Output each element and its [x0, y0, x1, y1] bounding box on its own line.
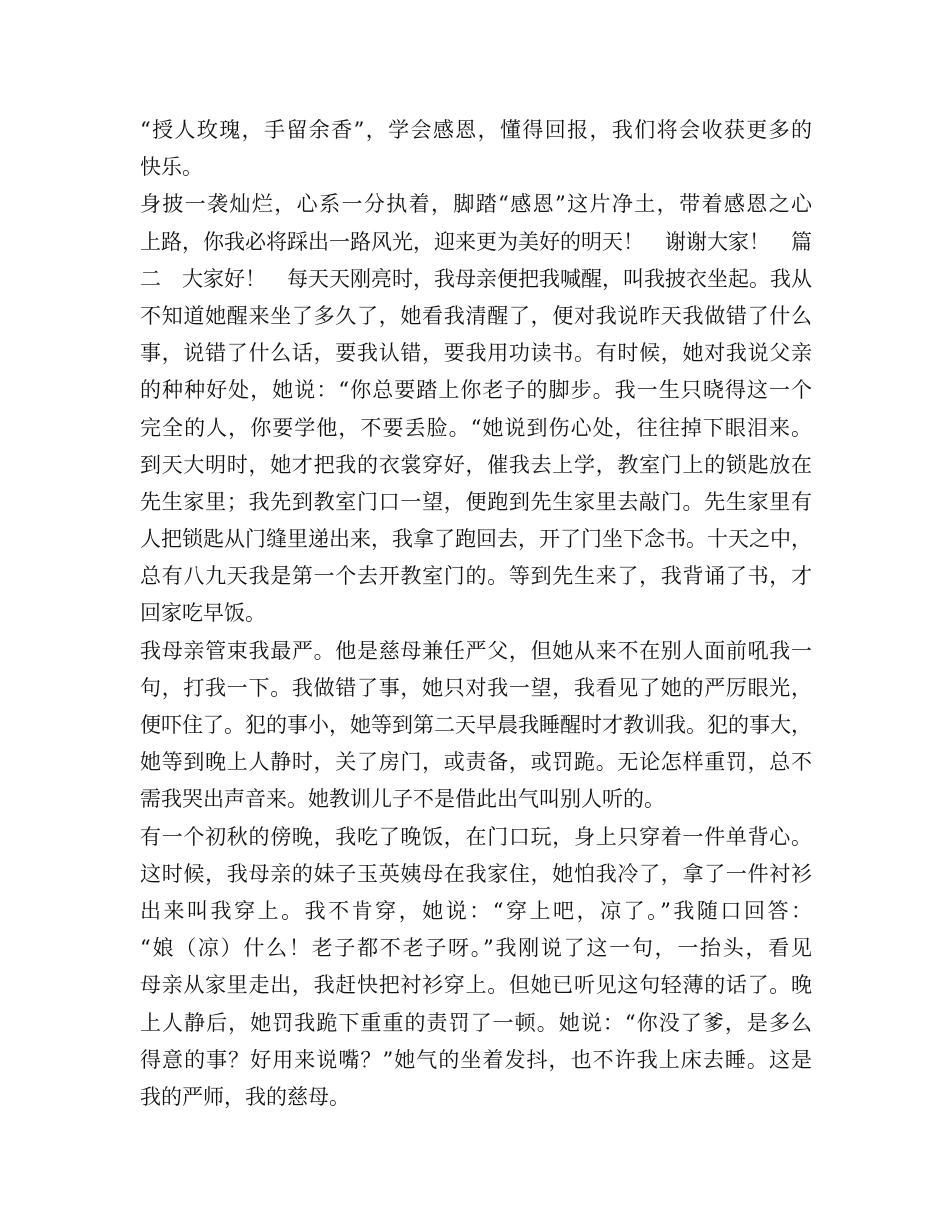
text-line: 上路，你我必将踩出一路风光，迎来更为美好的明天！ 谢谢大家！ 篇: [140, 229, 812, 254]
text-line: 上人静后，她罚我跪下重重的责罚了一顿。她说：“你没了爹，是多么: [140, 1010, 812, 1035]
text-line: “授人玫瑰，手留余香”，学会感恩，懂得回报，我们将会收获更多的: [140, 118, 812, 142]
text-line: 身披一袭灿烂，心系一分执着，脚踏“感恩”这片净土，带着感恩之心: [140, 192, 812, 217]
text-line: 有一个初秋的傍晚，我吃了晚饭，在门口玩，身上只穿着一件单背心。: [140, 824, 812, 849]
text-line: 出来叫我穿上。我不肯穿，她说：“穿上吧，凉了。”我随口回答：: [140, 898, 812, 923]
text-line: 回家吃早饭。: [140, 601, 266, 626]
text-line: 句，打我一下。我做错了事，她只对我一望，我看见了她的严厉眼光，: [140, 675, 812, 700]
text-line: 事，说错了什么话，要我认错，要我用功读书。有时候，她对我说父亲: [140, 341, 812, 366]
text-line: 得意的事？好用来说嘴？”她气的坐着发抖，也不许我上床去睡。这是: [140, 1047, 812, 1072]
text-line: 这时候，我母亲的妹子玉英姨母在我家住，她怕我冷了，拿了一件衬衫: [140, 861, 812, 886]
text-line: 母亲从家里走出，我赶快把衬衫穿上。但她已听见这句轻薄的话了。晚: [140, 973, 812, 998]
text-line: 快乐。: [140, 155, 203, 180]
text-line: 总有八九天我是第一个去开教室门的。等到先生来了，我背诵了书，才: [140, 564, 812, 589]
text-line: “娘（凉）什么！老子都不老子呀。”我刚说了这一句，一抬头，看见: [140, 936, 812, 961]
text-line: 人把锁匙从门缝里递出来，我拿了跑回去，开了门坐下念书。十天之中，: [140, 527, 812, 552]
text-line: 到天大明时，她才把我的衣裳穿好，催我去上学，教室门上的锁匙放在: [140, 452, 812, 477]
text-line: 二 大家好！ 每天天刚亮时，我母亲便把我喊醒，叫我披衣坐起。我从: [140, 266, 812, 291]
text-line: 先生家里；我先到教室门口一望，便跑到先生家里去敲门。先生家里有: [140, 489, 812, 514]
text-line: 的种种好处，她说：“你总要踏上你老子的脚步。我一生只晓得这一个: [140, 378, 812, 403]
text-line: 我母亲管束我最严。他是慈母兼任严父，但她从来不在别人面前吼我一: [140, 638, 812, 663]
text-line: 不知道她醒来坐了多久了，她看我清醒了，便对我说昨天我做错了什么: [140, 303, 812, 328]
text-line: 便吓住了。犯的事小，她等到第二天早晨我睡醒时才教训我。犯的事大，: [140, 713, 812, 737]
text-line: 她等到晚上人静时，关了房门，或责备，或罚跪。无论怎样重罚，总不: [140, 750, 812, 775]
text-line: 完全的人，你要学他，不要丢脸。“她说到伤心处，往往掉下眼泪来。: [140, 415, 812, 440]
text-line: 需我哭出声音来。她教训儿子不是借此出气叫别人听的。: [140, 787, 665, 812]
text-line: 我的严师，我的慈母。: [140, 1084, 350, 1109]
document-body: [140, 112, 812, 1116]
